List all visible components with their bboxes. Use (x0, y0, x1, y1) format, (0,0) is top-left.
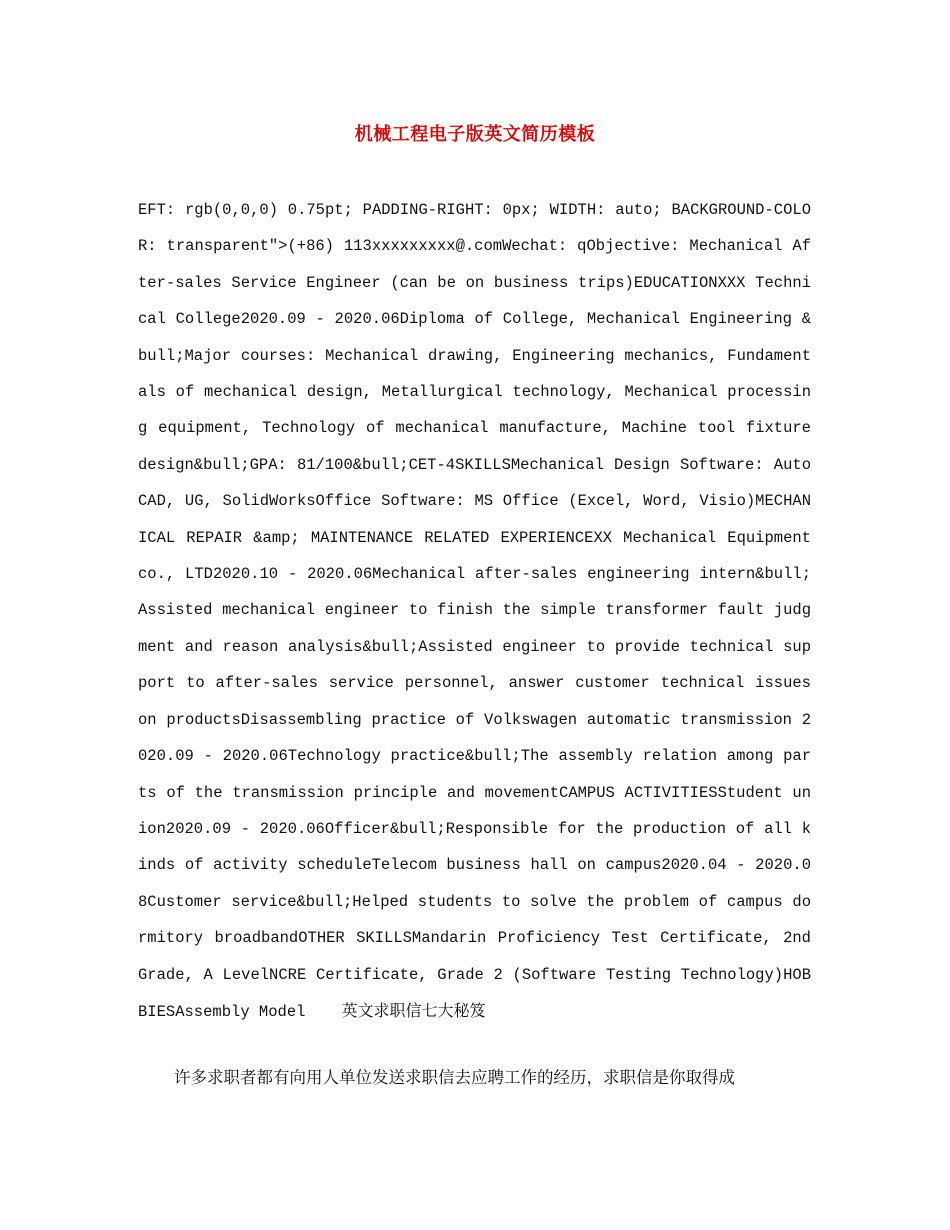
document-title: 机械工程电子版英文简历模板 (354, 124, 596, 145)
cover-letter-paragraph: 许多求职者都有向用人单位发送求职信去应聘工作的经历，求职信是你取得成 (174, 1068, 735, 1087)
resume-content: EFT: rgb(0,0,0) 0.75pt; PADDING-RIGHT: 0px; WIDTH: auto; BACKGROUND-COLOR: transparent">(+86) 113xxxxxxxxx@.comWechat: qObjective: Mechanical After-sales Service Engineer (can be on business trips)EDUCATIONXXX Technical College2020.09 - 2020.06Diploma of College, Mechanical Engineering &bull;Major courses: Mechanical drawing, Engineering mechanics, Fundamentals of mechanical design, Metallurgical technology, Mechanical processing equipment, Technology of mechanical manufacture, Machine tool fixture design&bull;GPA: 81/100&bull;CET-4SKILLSMechanical Design Software: AutoCAD, UG, SolidWorksOffice Software: MS Office (Excel, Word, Visio)MECHANICAL REPAIR &amp; MAINTENANCE RELATED EXPERIENCEXX Mechanical Equipment co., LTD2020.10 - 2020.06Mechanical after-sales engineering intern&bull;Assisted mechanical engineer to finish the simple transformer fault judgment and reason analysis&bull;Assisted engineer to provide technical support to after-sales service personnel, answer customer technical issues on productsDisassembling practice of Volkswagen automatic transmission 2020.09 - 2020.06Technology practice&bull;The assembly relation among parts of the transmission principle and movementCAMPUS ACTIVITIESStudent union2020.09 - 2020.06Officer&bull;Responsible for the production of all kinds of activity scheduleTelecom business hall on campus2020.04 - 2020.08Customer service&bull;Helped students to solve the problem of campus dormitory broadbandOTHER SKILLSMandarin Proficiency Test Certificate, 2nd Grade, A LevelNCRE Certificate, Grade 2 (Software Testing Technology)HOBBIESAssembly Model (138, 201, 811, 1021)
resume-body-text (138, 192, 811, 1030)
section-heading: 英文求职信七大秘笈 (341, 1000, 486, 1020)
